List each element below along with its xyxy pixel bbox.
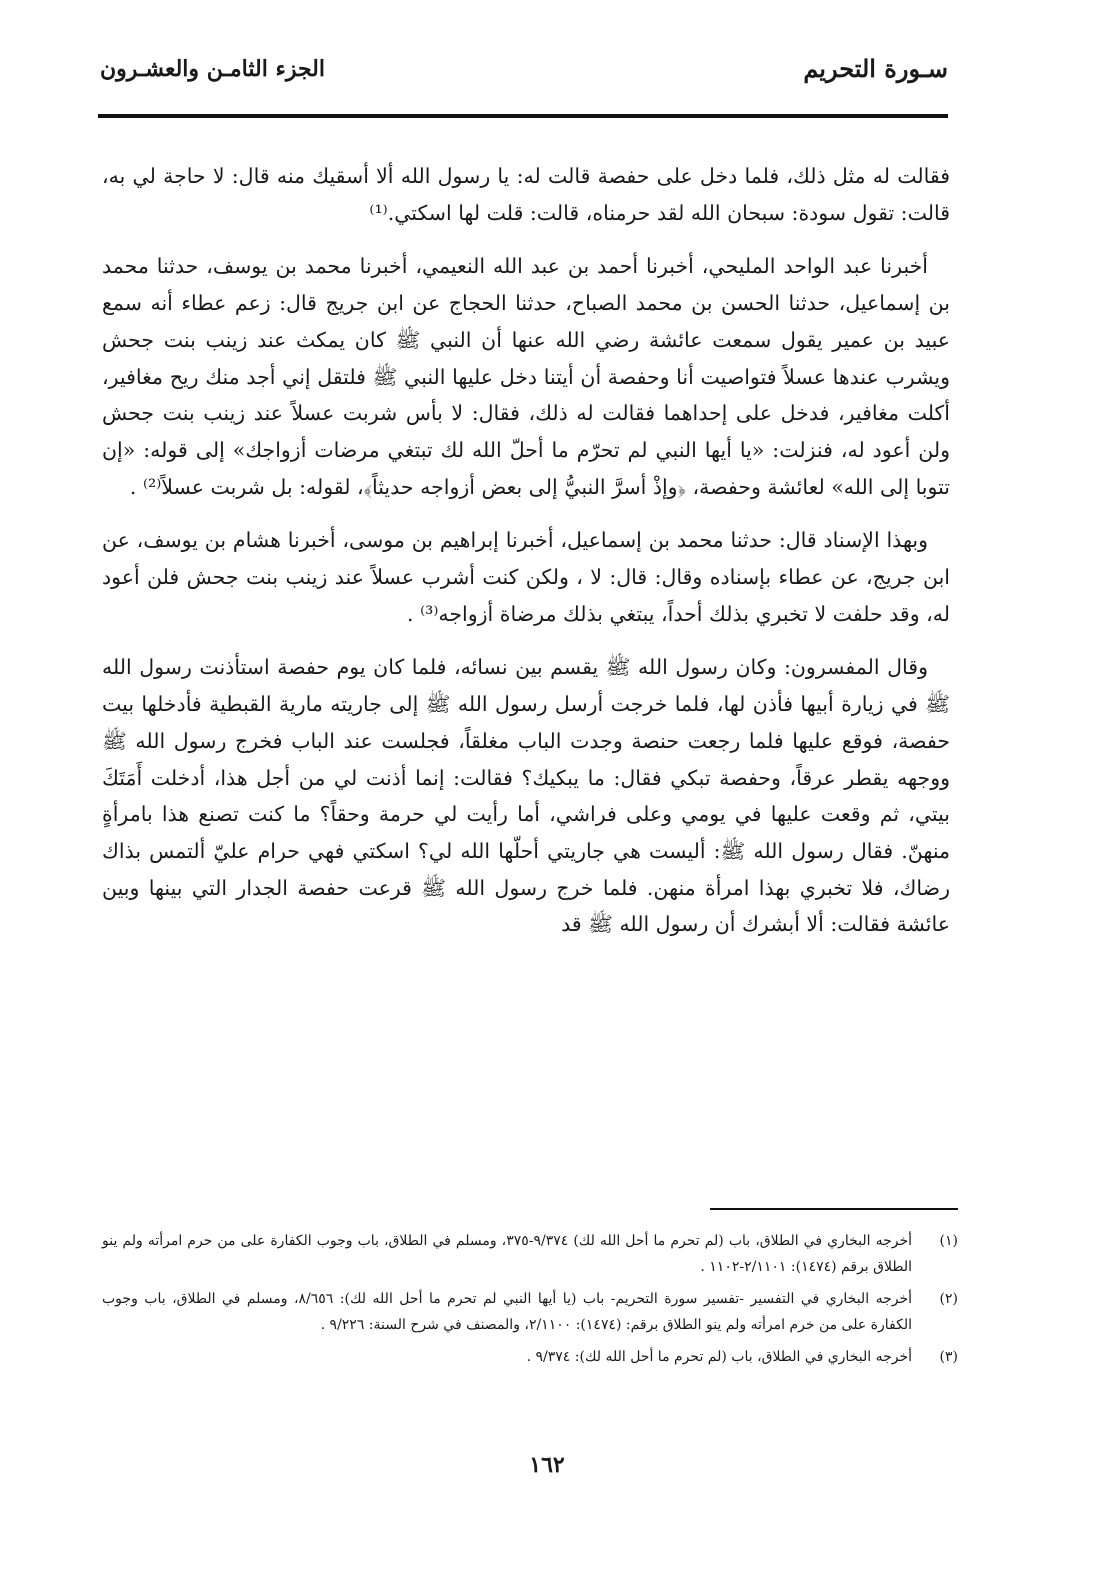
page-number: ١٦٢: [529, 1452, 565, 1478]
footnote: [102, 1344, 958, 1370]
header-rule: [98, 114, 948, 118]
main-text: [102, 158, 950, 960]
paragraph: وبهذا الإسناد قال: حدثنا محمد بن إسماعيل، أخبرنا إبراهيم بن موسى، أخبرنا هشام بن يوسف، عن ابن جريج، عن عطاء بإسناده وقال: قال: لا ، ولكن كنت أشرب عسلاً عند زينب بنت جحش فلن أعود له، وقد حلفت لا تخبري بذلك أحداً، يبتغي بذلك مرضاة أزواجه⁽³⁾ .: [102, 528, 950, 626]
footnote-rule: [710, 1208, 958, 1210]
footnote-text: أخرجه البخاري في الطلاق، باب (لم تحرم ما أحل الله لك): ٩/٣٧٤ .: [526, 1349, 912, 1365]
footnote-text: أخرجه البخاري في التفسير -تفسير سورة التحريم- باب (يا أيها النبي لم تحرم ما أحل الله لك): ٨/٦٥٦، ومسلم في الطلاق، باب وجوب الكفارة على من خرم امرأته ولم ينو الطلاق برقم: (١٤٧٤): ٢/١١٠٠، والمصنف في شرح السنة: ٩/٢٢٦ .: [102, 1291, 912, 1333]
surah-title: سـورة التحريم: [803, 54, 948, 83]
footnote: [102, 1286, 958, 1338]
running-header: [100, 50, 948, 100]
footnote-number: (١): [939, 1233, 958, 1249]
part-title: الجزء الثامـن والعشـرون: [100, 56, 325, 82]
footnote: [102, 1228, 958, 1280]
footnote-number: (٢): [939, 1291, 958, 1307]
footnote-number: (٣): [939, 1349, 958, 1365]
paragraph: فقالت له مثل ذلك، فلما دخل على حفصة قالت له: يا رسول الله ألا أسقيك منه قال: لا حاجة لي به، قالت: تقول سودة: سبحان الله لقد حرمناه، قالت: قلت لها اسكتي.⁽¹⁾: [102, 164, 950, 225]
footnote-text: أخرجه البخاري في الطلاق، باب (لم تحرم ما أحل الله لك) ٩/٣٧٤-٣٧٥، ومسلم في الطلاق، باب وجوب الكفارة على من حرم امرأته ولم ينو الطلاق برقم (١٤٧٤): ٢/١١٠١-١١٠٢ .: [102, 1233, 912, 1275]
footnotes: [102, 1228, 958, 1376]
paragraph: أخبرنا عبد الواحد المليحي، أخبرنا أحمد بن عبد الله النعيمي، أخبرنا محمد بن يوسف، حدثنا محمد بن إسماعيل، حدثنا الحسن بن محمد الصباح، حدثنا الحجاج عن ابن جريج قال: زعم عطاء أنه سمع عبيد بن عمير يقول سمعت عائشة رضي الله عنها أن النبي ﷺ كان يمكث عند زينب بنت جحش ويشرب عندها عسلاً فتواصيت أنا وحفصة أن أيتنا دخل عليها النبي ﷺ فلتقل إني أجد منك ريح مغافير، أكلت مغافير، فدخل على إحداهما فقالت له ذلك، فقال: لا بأس شربت عسلاً عند زينب بنت جحش ولن أعود له، فنزلت: «يا أيها النبي لم تحرّم ما أحلّ الله لك تبتغي مرضات أزواجك» إلى قوله: «إن تتوبا إلى الله» لعائشة وحفصة، ﴿وإذْ أسرَّ النبيُّ إلى بعض أزواجه حديثاً﴾، لقوله: بل شربت عسلاً⁽²⁾ .: [102, 254, 950, 499]
paragraph: وقال المفسرون: وكان رسول الله ﷺ يقسم بين نسائه، فلما كان يوم حفصة استأذنت رسول الله ﷺ في زيارة أبيها فأذن لها، فلما خرجت أرسل رسول الله ﷺ إلى جاريته مارية القبطية فأدخلها بيت حفصة، فوقع عليها فلما رجعت حنصة وجدت الباب مغلقاً، فجلست عند الباب فخرج رسول الله ﷺ ووجهه يقطر عرقاً، وحفصة تبكي فقال: ما يبكيك؟ فقالت: إنما أذنت لي من أجل هذا، أدخلت أَمَتَكَ بيتي، ثم وقعت عليها في يومي وعلى فراشي، أما رأيت لي حرمة وحقاً؟ ما كنت تصنع هذا بامرأةٍ منهنّ. فقال رسول الله ﷺ: أليست هي جاريتي أحلّها الله لي؟ اسكتي فهي حرام عليّ ألتمس بذاك رضاك، فلا تخبري بهذا امرأة منهن. فلما خرج رسول الله ﷺ قرعت حفصة الجدار التي بينها وبين عائشة فقالت: ألا أبشرك أن رسول الله ﷺ قد: [102, 655, 950, 937]
